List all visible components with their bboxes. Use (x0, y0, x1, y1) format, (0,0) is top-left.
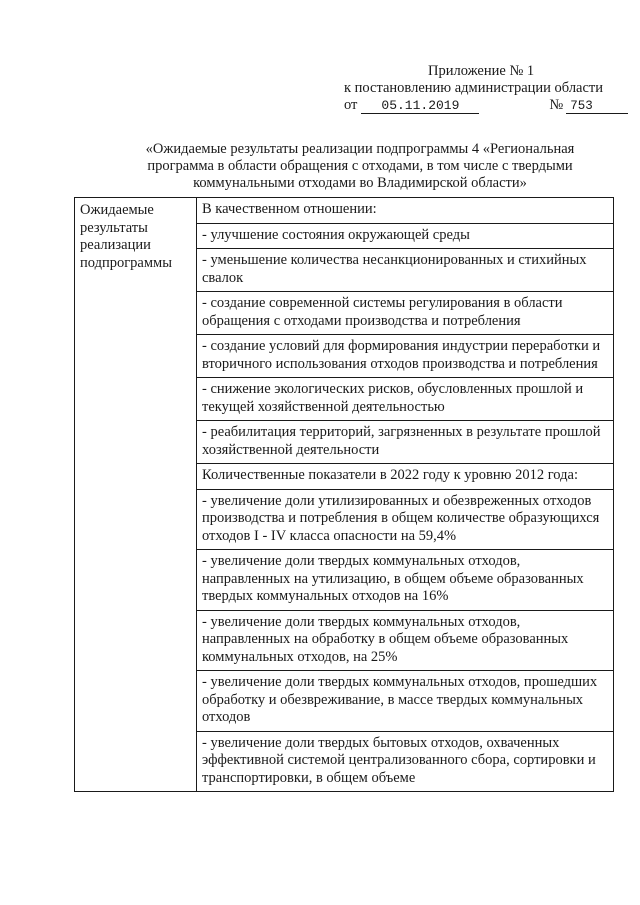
result-item: - увеличение доли твердых коммунальных отходов, прошедших обработку и обезвреживание, в массе твердых коммунальных отходов (197, 671, 614, 732)
date-number-line (340, 97, 630, 114)
number-prefix: № (549, 97, 564, 113)
row-label-line: Ожидаемые (80, 202, 154, 218)
result-item: - увеличение доли утилизированных и обезвреженных отходов производства и потребления в общем количестве образующихся отходов I - IV класса опасности на 59,4% (197, 489, 614, 550)
document-title-line: программа в области обращения с отходами, в том числе с твердыми (147, 158, 573, 174)
result-item: - улучшение состояния окружающей среды (197, 223, 614, 249)
result-item: - снижение экологических рисков, обусловленных прошлой и текущей хозяйственной деятельностью (197, 378, 614, 421)
row-label-line: реализации (80, 237, 151, 253)
table-row (75, 198, 614, 224)
result-item: - увеличение доли твердых коммунальных отходов, направленных на утилизацию, в общем объеме образованных твердых коммунальных отходов на 16% (197, 550, 614, 611)
results-table (74, 197, 614, 792)
result-item: - реабилитация территорий, загрязненных в результате прошлой хозяйственной деятельности (197, 421, 614, 464)
result-item: - увеличение доли твердых бытовых отходов, охваченных эффективной системой централизованного сбора, сортировки и транспортировки, в общем объеме (197, 731, 614, 792)
document-title-line: коммунальными отходами во Владимирской области» (193, 175, 527, 191)
date-prefix: от (344, 97, 358, 113)
row-label-line: подпрограммы (80, 254, 172, 271)
resolution-reference: к постановлению администрации области (344, 80, 604, 96)
result-item: - создание условий для формирования индустрии переработки и вторичного использования отходов производства и потребления (197, 335, 614, 378)
result-item: - увеличение доли твердых коммунальных отходов, направленных на обработку в общем объеме образованных коммунальных отходов, на 25% (197, 610, 614, 671)
resolution-date: 05.11.2019 (361, 99, 479, 114)
row-label-cell (75, 198, 197, 792)
resolution-number: 753 (566, 99, 628, 114)
document-title-line: «Ожидаемые результаты реализации подпрограммы 4 «Региональная (145, 141, 575, 157)
qualitative-heading: В качественном отношении: (197, 198, 614, 224)
appendix-header (340, 63, 630, 114)
row-label-line: результаты (80, 219, 148, 236)
appendix-title: Приложение № 1 (428, 63, 535, 79)
result-item: - уменьшение количества несанкционированных и стихийных свалок (197, 249, 614, 292)
quantitative-heading: Количественные показатели в 2022 году к уровню 2012 года: (197, 464, 614, 490)
document-title (110, 141, 610, 192)
result-item: - создание современной системы регулирования в области обращения с отходами производства и потребления (197, 292, 614, 335)
